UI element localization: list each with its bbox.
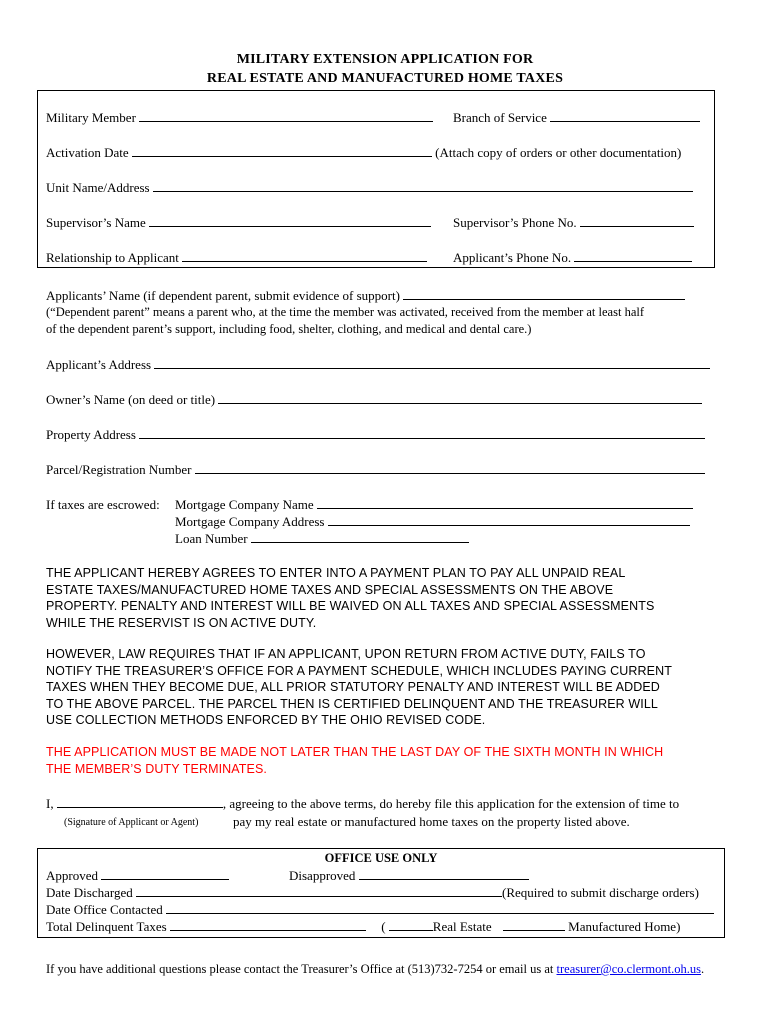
mortgage-address-label: Mortgage Company Address [175,514,325,529]
applicants-name-field[interactable] [403,288,685,300]
terms-p2-line: TAXES WHEN THEY BECOME DUE, ALL PRIOR STATUTORY PENALTY AND INTEREST WILL BE ADDED [46,680,660,694]
attach-orders-note: (Attach copy of orders or other documentation) [435,145,682,160]
property-address-field[interactable] [139,427,705,439]
owner-name-label: Owner’s Name (on deed or title) [46,392,216,407]
total-delinquent-field[interactable] [170,919,366,931]
supervisor-name-label: Supervisor’s Name [46,215,146,230]
supervisor-phone-field[interactable] [580,215,694,227]
date-contacted-label: Date Office Contacted [46,902,163,917]
supervisor-row [46,215,431,231]
activation-date-row [46,145,681,161]
dependent-note-line-2: of the dependent parent’s support, including food, shelter, clothing, and medical and dental care.) [46,322,532,336]
mortgage-address-field[interactable] [328,514,690,526]
approved-label: Approved [46,868,98,883]
branch-of-service-label: Branch of Service [453,110,547,125]
unit-address-field[interactable] [153,180,693,192]
mortgage-name-row [175,497,693,513]
applicant-address-label: Applicant’s Address [46,357,152,372]
unit-address-label: Unit Name/Address [46,180,150,195]
date-discharged-field[interactable] [136,885,502,897]
terms-p1-line: THE APPLICANT HEREBY AGREES TO ENTER INTO A PAYMENT PLAN TO PAY ALL UNPAID REAL [46,566,626,580]
applicants-name-row [46,288,685,304]
property-address-label: Property Address [46,427,136,442]
manufactured-home-label: Manufactured Home) [568,919,681,934]
supervisor-name-field[interactable] [149,215,431,227]
email-link[interactable]: treasurer@co.clermont.oh.us [556,962,701,976]
relationship-field[interactable] [182,250,427,262]
warning-line: THE MEMBER’S DUTY TERMINATES. [46,761,267,776]
terms-p2-line: NOTIFY THE TREASURER’S OFFICE FOR A PAYMENT SCHEDULE, WHICH INCLUDES PAYING CURRENT [46,663,672,678]
applicant-phone-field[interactable] [574,250,692,262]
escrow-intro: If taxes are escrowed: [46,497,160,512]
property-address-row [46,427,705,443]
terms-p2-line: TO THE ABOVE PARCEL. THE PARCEL THEN IS CERTIFIED DELINQUENT AND THE TREASURER WILL [46,696,658,711]
real-estate-field[interactable] [389,919,433,931]
discharge-orders-note: (Required to submit discharge orders) [502,885,699,900]
branch-of-service-field[interactable] [550,110,700,122]
signature-prefix: I, [46,796,54,811]
owner-name-field[interactable] [218,392,702,404]
relationship-row [46,250,427,266]
form-title-line-1: MILITARY EXTENSION APPLICATION FOR [236,52,534,67]
dependent-note-line-1: (“Dependent parent” means a parent who, at the time the member was activated, received from the member at least half [46,305,644,319]
real-estate-label: Real Estate [432,919,492,934]
terms-paragraph-1 [46,565,726,631]
loan-number-row [175,531,469,547]
supervisor-phone-label: Supervisor’s Phone No. [453,215,577,230]
terms-p2-line: HOWEVER, LAW REQUIRES THAT IF AN APPLICANT, UPON RETURN FROM ACTIVE DUTY, FAILS TO [46,647,646,661]
parcel-number-field[interactable] [195,462,705,474]
approved-row [46,868,229,884]
total-delinquent-label: Total Delinquent Taxes [46,919,167,934]
parcel-number-row [46,462,705,478]
terms-p1-line: WHILE THE RESERVIST IS ON ACTIVE DUTY. [46,615,317,630]
date-discharged-row [46,885,699,901]
signature-row [46,796,679,812]
military-member-row [46,110,433,126]
disapproved-row [289,868,529,884]
terms-p2-line: USE COLLECTION METHODS ENFORCED BY THE OHIO REVISED CODE. [46,713,486,727]
date-contacted-field[interactable] [166,902,714,914]
date-discharged-label: Date Discharged [46,885,133,900]
activation-date-label: Activation Date [46,145,129,160]
warning-line: THE APPLICATION MUST BE MADE NOT LATER THAN THE LAST DAY OF THE SIXTH MONTH IN WHICH [46,745,664,759]
applicant-address-field[interactable] [154,357,710,369]
disapproved-label: Disapproved [289,868,356,883]
form-title-line-2: REAL ESTATE AND MANUFACTURED HOME TAXES [206,71,564,86]
military-member-field[interactable] [139,110,433,122]
disapproved-field[interactable] [359,868,529,880]
mortgage-address-row [175,514,690,530]
contact-footer [46,962,704,977]
terms-paragraph-2 [46,646,726,729]
applicant-address-row [46,357,710,373]
footer-text: If you have additional questions please contact the Treasurer’s Office at (513)732-7254 or email us at [46,962,554,976]
approved-field[interactable] [101,868,229,880]
terms-p1-line: PROPERTY. PENALTY AND INTEREST WILL BE WAIVED ON ALL TAXES AND SPECIAL ASSESSMENTS [46,599,655,613]
date-contacted-row [46,902,714,918]
signature-field[interactable] [57,796,223,808]
footer-period: . [700,962,705,976]
mortgage-name-label: Mortgage Company Name [175,497,314,512]
total-delinquent-row [46,919,680,935]
mortgage-name-field[interactable] [317,497,693,509]
applicants-name-label: Applicants’ Name (if dependent parent, submit evidence of support) [46,288,400,303]
applicant-phone-row [453,250,692,266]
office-use-box [37,848,725,938]
military-member-label: Military Member [46,110,136,125]
terms-p1-line: ESTATE TAXES/MANUFACTURED HOME TAXES AND SPECIAL ASSESSMENTS ON THE ABOVE [46,582,614,597]
signature-statement-line-2: pay my real estate or manufactured home taxes on the property listed above. [233,814,630,829]
applicant-phone-label: Applicant’s Phone No. [453,250,572,265]
open-paren: ( [381,919,386,934]
parcel-number-label: Parcel/Registration Number [46,462,192,477]
unit-address-row [46,180,693,196]
office-use-title: OFFICE USE ONLY [324,851,438,865]
supervisor-phone-row [453,215,694,231]
relationship-label: Relationship to Applicant [46,250,179,265]
signature-caption: (Signature of Applicant or Agent) [64,817,199,828]
signature-statement: , agreeing to the above terms, do hereby file this application for the extension of time to [222,796,680,811]
loan-number-label: Loan Number [175,531,248,546]
activation-date-field[interactable] [132,145,432,157]
loan-number-field[interactable] [251,531,469,543]
owner-name-row [46,392,702,408]
manufactured-home-field[interactable] [503,919,565,931]
deadline-warning [46,744,726,777]
branch-row [453,110,700,126]
